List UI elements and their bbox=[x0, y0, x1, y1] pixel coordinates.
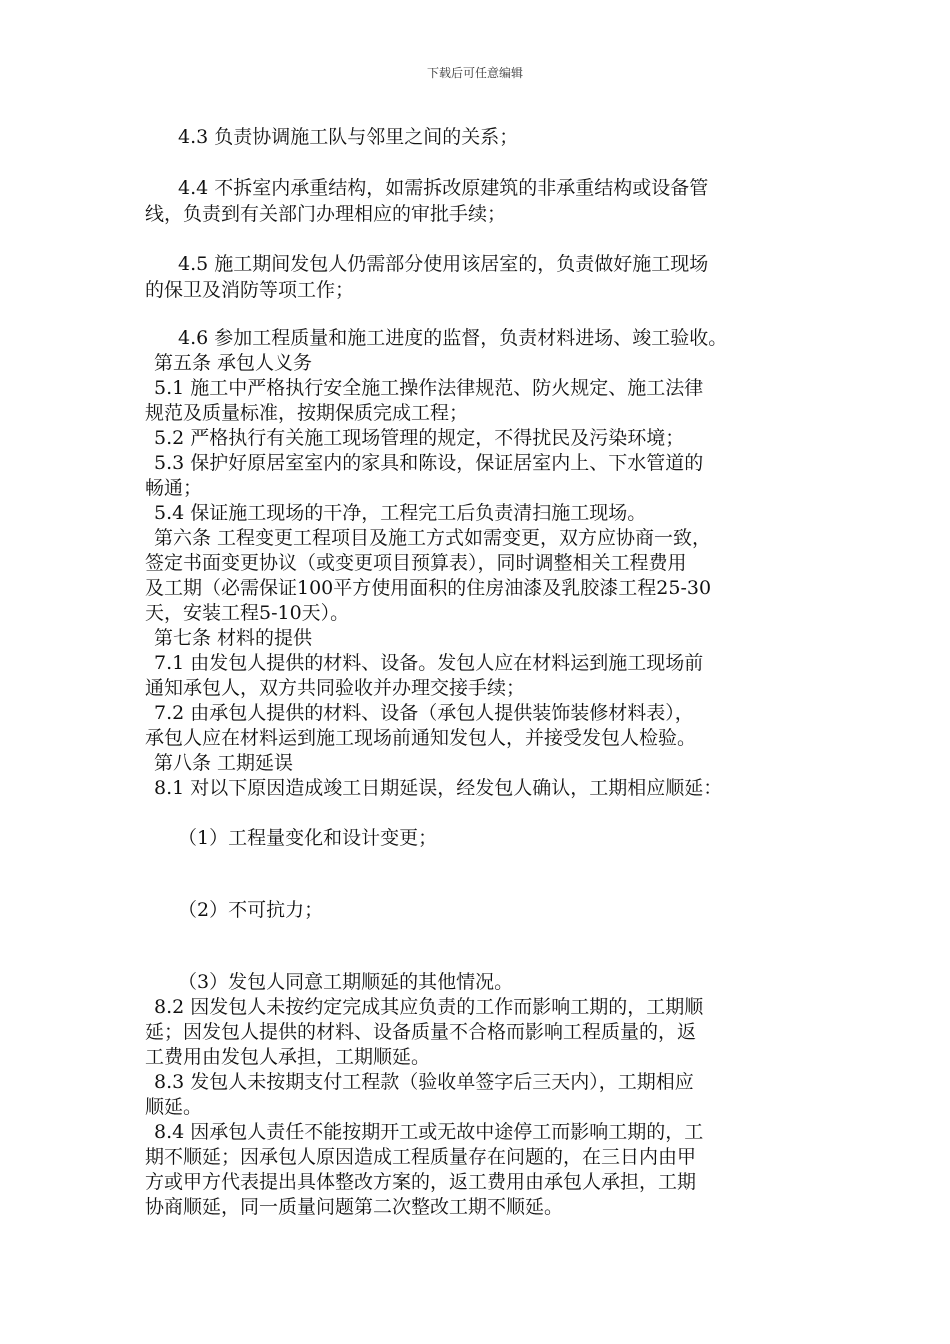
article-6-line4: 天，安装工程5-10天）。 bbox=[145, 602, 350, 624]
clause-8-1-item-1: （1）工程量变化和设计变更； bbox=[178, 827, 438, 849]
clause-8-4-line2: 期不顺延；因承包人原因造成工程质量存在问题的，在三日内由甲 bbox=[145, 1146, 697, 1168]
clause-4-4-line1: 4.4 不拆室内承重结构，如需拆改原建筑的非承重结构或设备管 bbox=[178, 177, 709, 199]
article-8-heading: 第八条 工期延误 bbox=[154, 752, 294, 774]
clause-4-5-line1: 4.5 施工期间发包人仍需部分使用该居室的，负责做好施工现场 bbox=[178, 253, 709, 275]
clause-5-4: 5.4 保证施工现场的干净，工程完工后负责清扫施工现场。 bbox=[154, 502, 647, 524]
clause-8-4-line1: 8.4 因承包人责任不能按期开工或无故中途停工而影响工期的，工 bbox=[154, 1121, 704, 1143]
article-6-line2: 签定书面变更协议（或变更项目预算表），同时调整相关工程费用 bbox=[145, 552, 687, 574]
clause-7-2-line2: 承包人应在材料运到施工现场前通知发包人，并接受发包人检验。 bbox=[145, 727, 697, 749]
article-6-line3: 及工期（必需保证100平方使用面积的住房油漆及乳胶漆工程25-30 bbox=[145, 577, 712, 599]
clause-7-1-line2: 通知承包人，双方共同验收并办理交接手续； bbox=[145, 677, 526, 699]
clause-5-3-line1: 5.3 保护好原居室室内的家具和陈设，保证居室内上、下水管道的 bbox=[154, 452, 704, 474]
page-header: 下载后可任意编辑 bbox=[426, 66, 523, 80]
clause-8-4-line3: 方或甲方代表提出具体整改方案的，返工费用由承包人承担，工期 bbox=[145, 1171, 697, 1193]
clause-4-5-line2: 的保卫及消防等项工作； bbox=[145, 279, 355, 301]
clause-8-1: 8.1 对以下原因造成竣工日期延误，经发包人确认，工期相应顺延： bbox=[154, 777, 723, 799]
clause-4-4-line2: 线，负责到有关部门办理相应的审批手续； bbox=[145, 203, 507, 225]
clause-7-1-line1: 7.1 由发包人提供的材料、设备。发包人应在材料运到施工现场前 bbox=[154, 652, 704, 674]
clause-8-3-line2: 顺延。 bbox=[145, 1096, 203, 1118]
article-6-line1: 第六条 工程变更工程项目及施工方式如需变更，双方应协商一致， bbox=[154, 527, 712, 549]
article-7-heading: 第七条 材料的提供 bbox=[154, 627, 313, 649]
article-5-heading: 第五条 承包人义务 bbox=[154, 352, 313, 374]
clause-8-2-line3: 工费用由发包人承担，工期顺延。 bbox=[145, 1046, 431, 1068]
clause-8-2-line1: 8.2 因发包人未按约定完成其应负责的工作而影响工期的，工期顺 bbox=[154, 996, 704, 1018]
clause-8-1-item-2: （2）不可抗力； bbox=[178, 899, 324, 921]
clause-8-3-line1: 8.3 发包人未按期支付工程款（验收单签字后三天内），工期相应 bbox=[154, 1071, 694, 1093]
clause-5-2: 5.2 严格执行有关施工现场管理的规定，不得扰民及污染环境； bbox=[154, 427, 685, 449]
clause-4-6: 4.6 参加工程质量和施工进度的监督，负责材料进场、竣工验收。 bbox=[178, 327, 728, 349]
clause-8-1-item-3: （3）发包人同意工期顺延的其他情况。 bbox=[178, 971, 514, 993]
clause-8-2-line2: 延；因发包人提供的材料、设备质量不合格而影响工程质量的，返 bbox=[145, 1021, 697, 1043]
clause-5-3-line2: 畅通； bbox=[145, 477, 203, 499]
clause-8-4-line4: 协商顺延，同一质量问题第二次整改工期不顺延。 bbox=[145, 1196, 564, 1218]
clause-5-1-line1: 5.1 施工中严格执行安全施工操作法律规范、防火规定、施工法律 bbox=[154, 377, 704, 399]
clause-7-2-line1: 7.2 由承包人提供的材料、设备（承包人提供装饰装修材料表）， bbox=[154, 702, 694, 724]
clause-5-1-line2: 规范及质量标准，按期保质完成工程； bbox=[145, 402, 469, 424]
clause-4-3: 4.3 负责协调施工队与邻里之间的关系； bbox=[178, 126, 519, 148]
